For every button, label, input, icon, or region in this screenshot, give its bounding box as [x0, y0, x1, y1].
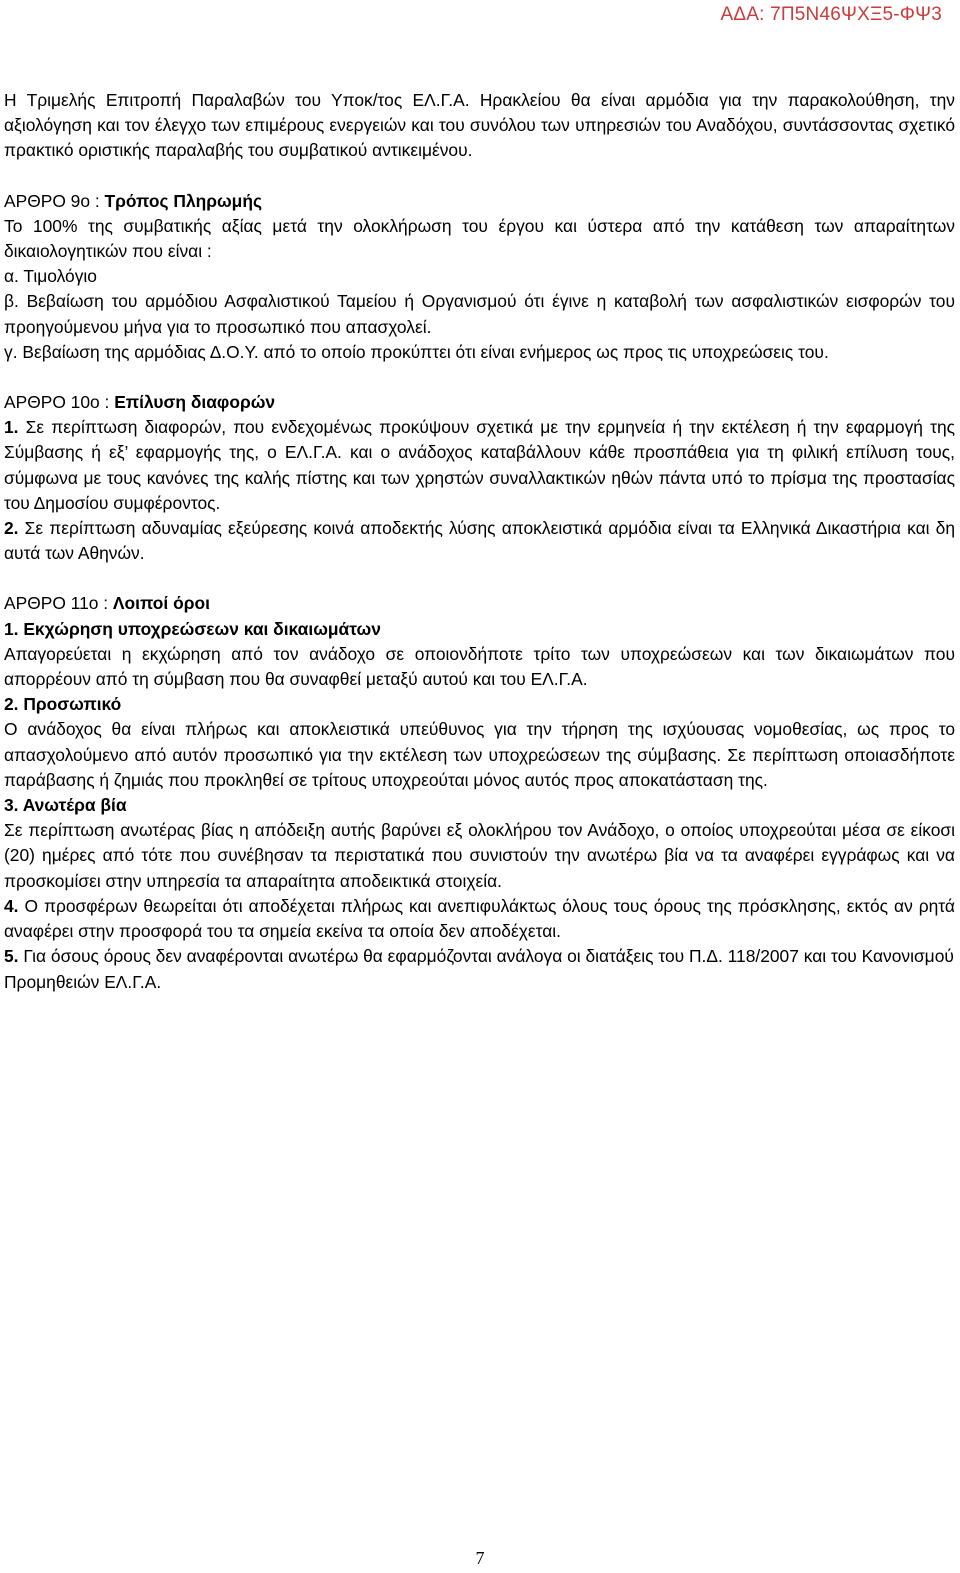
article-9-item-a: α. Τιμολόγιο	[4, 266, 97, 287]
article-11-s2-heading-text: 2. Προσωπικό	[4, 694, 122, 715]
article-11-s2-heading	[4, 692, 955, 717]
article-10-p1-text: Σε περίπτωση διαφορών, που ενδεχομένως προκύψουν σχετικά με την ερμηνεία ή την εκτέλεση ή την εφαρμογή της Σύμβασης ή εξ’ εφαρμογής της, ο ΕΛ.Γ.Α. και ο ανάδοχος καταβάλλουν κάθε προσπάθεια για τη φιλική επίλυση τους, σύμφωνα με τους κανόνες της καλής πίστης και των χρηστών συναλλακτικών ηθών πάντα υπό το πρίσμα της προστασίας του Δημοσίου συμφέροντος.	[4, 417, 955, 513]
article-11-s4-text: Ο προσφέρων θεωρείται ότι αποδέχεται πλήρως και ανεπιφυλάκτως όλους τους όρους της πρόσκλησης, εκτός αν ρητά αναφέρει στην προσφορά του τα σημεία εκείνα τα οποία δεν αποδέχεται.	[4, 895, 955, 942]
article-11-label: ΑΡΘΡΟ 11ο :	[4, 593, 113, 614]
article-9-intro: Το 100% της συμβατικής αξίας μετά την ολοκλήρωση του έργου και ύστερα από την κατάθεση των απαραίτητων δικαιολογητικών που είναι :	[4, 215, 955, 262]
article-11-s4-number: 4.	[4, 895, 19, 916]
intro-paragraph: Η Τριμελής Επιτροπή Παραλαβών του Υποκ/τος ΕΛ.Γ.Α. Ηρακλείου θα είναι αρμόδια για την παρακολούθηση, την αξιολόγηση και τον έλεγχο των επιμέρους ενεργειών και του συνόλου των υπηρεσιών του Αναδόχου, συντάσσοντας σχετικό πρακτικό οριστικής παραλαβής του συμβατικού αντικειμένου.	[4, 90, 955, 161]
article-11-s4	[4, 894, 955, 944]
article-10-title: Επίλυση διαφορών	[114, 392, 276, 413]
article-10-heading	[4, 390, 955, 415]
article-9-item-b: β. Βεβαίωση του αρμόδιου Ασφαλιστικού Ταμείου ή Οργανισμού ότι έγινε η καταβολή των ασφαλιστικών εισφορών του προηγούμενου μήνα για το προσωπικό που απασχολεί.	[4, 291, 955, 337]
article-10-p1-number: 1.	[4, 417, 19, 438]
article-11-s5-number: 5.	[4, 946, 19, 967]
article-11-s5	[4, 944, 955, 994]
ada-code: ΑΔΑ: 7Π5Ν46ΨΧΞ5-ΦΨ3	[720, 4, 942, 25]
article-10-label: ΑΡΘΡΟ 10ο :	[4, 392, 115, 413]
article-10-p2-text: Σε περίπτωση αδυναμίας εξεύρεσης κοινά αποδεκτής λύσης αποκλειστικά αρμόδια είναι τα Ελληνικά Δικαστήρια και δη αυτά των Αθηνών.	[4, 518, 955, 564]
article-10-p2-number: 2.	[4, 518, 19, 539]
document-body	[4, 88, 955, 995]
article-11-heading	[4, 591, 955, 616]
article-10-paragraph-2	[4, 516, 955, 566]
article-11-s1-heading	[4, 617, 955, 642]
article-11-s2-text: Ο ανάδοχος θα είναι πλήρως και αποκλειστικά υπεύθυνος για την τήρηση της ισχύουσας νομοθεσίας, ως προς το απασχολούμενο από αυτόν προσωπικό για την εκτέλεση των υποχρεώσεων της σύμβασης. Σε περίπτωση οποιασδήποτε παράβασης ή ζημιάς που προκληθεί σε τρίτους υποχρεούται μόνος αυτός προς αποκατάσταση της.	[4, 719, 955, 790]
article-11-s5-text: Για όσους όρους δεν αναφέρονται ανωτέρω θα εφαρμόζονται ανάλογα οι διατάξεις του Π.Δ. 118/2007 και του Κανονισμού Προμηθειών ΕΛ.Γ.Α.	[4, 946, 954, 992]
article-11-s1-heading-text: 1. Εκχώρηση υποχρεώσεων και δικαιωμάτων	[4, 618, 381, 639]
article-11-s3-heading	[4, 793, 955, 818]
article-9-title: Τρόπος Πληρωμής	[104, 190, 262, 211]
article-9-heading	[4, 189, 955, 214]
article-11-title: Λοιποί όροι	[112, 593, 210, 614]
article-11-s3-heading-text: 3. Ανωτέρα βία	[4, 795, 127, 816]
page-number: 7	[475, 1548, 485, 1568]
article-11-s3-text: Σε περίπτωση ανωτέρας βίας η απόδειξη αυτής βαρύνει εξ ολοκλήρου τον Ανάδοχο, ο οποίος υποχρεούται μέσα σε είκοσι (20) ημέρες από τότε που συνέβησαν τα περιστατικά που συνιστούν την ανωτέρω βία να τα αναφέρει εγγράφως και να προσκομίσει στην υπηρεσία τα απαραίτητα αποδεικτικά στοιχεία.	[4, 820, 955, 891]
article-9-item-c: γ. Βεβαίωση της αρμόδιας Δ.Ο.Υ. από το οποίο προκύπτει ότι είναι ενήμερος ως προς τις υποχρεώσεις του.	[4, 341, 829, 362]
article-11-s1-text: Απαγορεύεται η εκχώρηση από τον ανάδοχο σε οποιονδήποτε τρίτο των υποχρεώσεων και των δικαιωμάτων που απορρέουν από τη σύμβαση που θα συναφθεί μεταξύ αυτού και του ΕΛ.Γ.Α.	[4, 643, 955, 690]
article-9-label: ΑΡΘΡΟ 9ο :	[4, 190, 105, 211]
article-10-paragraph-1	[4, 415, 955, 516]
